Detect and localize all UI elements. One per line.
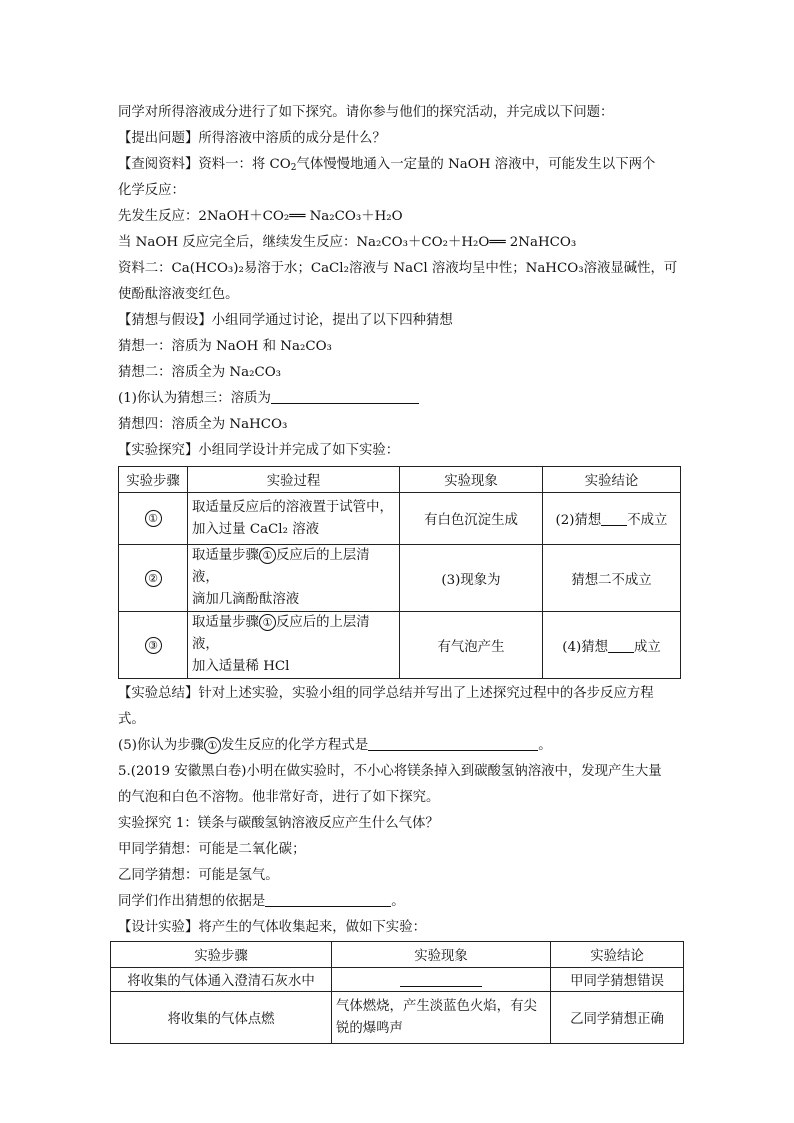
- table-row: 将收集的气体点燃 气体燃烧，产生淡蓝色火焰，有尖 锐的爆鸣声 乙同学猜想正确: [111, 992, 684, 1044]
- reference-line-1: 【查阅资料】资料一：将 $CO_2$气体慢慢地通入一定量的 NaOH 溶液中，可能发生以下两个: [118, 157, 656, 173]
- step-number: ①: [145, 510, 162, 527]
- intro-line: 同学对所得溶液成分进行了如下探究。请你参与他们的探究活动，并完成以下问题：: [118, 105, 614, 120]
- hypothesis-4: 猜想四：溶质全为 NaHCO₃: [118, 417, 288, 432]
- table2-header-conclusion: 实验结论: [551, 942, 684, 968]
- hypothesis-2: 猜想二：溶质全为 Na₂CO₃: [118, 365, 282, 380]
- guess-yi: 乙同学猜想：可能是氢气。: [118, 868, 279, 883]
- table1-header-conclusion: 实验结论: [543, 467, 681, 493]
- investigation-1: 实验探究 1：镁条与碳酸氢钠溶液反应产生什么气体？: [118, 816, 439, 831]
- hypothesis-heading: 【猜想与假设】小组同学通过讨论，提出了以下四种猜想: [118, 313, 453, 328]
- table-row: 将收集的气体通入澄清石灰水中 甲同学猜想错误: [111, 968, 684, 992]
- answer-blank-5[interactable]: [265, 891, 391, 907]
- answer-blank-2[interactable]: [601, 510, 627, 526]
- table2-header-step: 实验步骤: [111, 942, 332, 968]
- summary-line-2: 式。: [118, 712, 145, 727]
- table1-header-phenomenon: 实验现象: [400, 467, 543, 493]
- table-row: ② 取适量步骤 ① 反应后的上层清液， 滴加几滴酚酞溶液 (3)现象为 猜想二不成立: [119, 545, 681, 612]
- guess-basis: 同学们作出猜想的依据是 。: [118, 889, 678, 915]
- reference-line-2: 化学反应：: [118, 183, 185, 198]
- reference-2-line-1: 资料二：Ca(HCO₃)₂易溶于水；CaCl₂溶液与 NaCl 溶液均呈中性；NaHCO₃溶液显碱性，可: [118, 261, 678, 276]
- experiment-table-2: [110, 941, 684, 1044]
- experiment-heading: 【实验探究】小组同学设计并完成了如下实验：: [118, 443, 400, 458]
- reference-2-line-2: 使酚酞溶液变红色。: [118, 287, 239, 302]
- experiment-table-1: [118, 466, 681, 679]
- hypothesis-3: (1)你认为猜想三：溶质为: [118, 386, 678, 412]
- hypothesis-1: 猜想一：溶质为 NaOH 和 Na₂CO₃: [118, 339, 332, 354]
- answer-blank-1[interactable]: [271, 388, 419, 404]
- document-page: [118, 100, 678, 1044]
- problem-5-line-2: 的气泡和白色不溶物。他非常好奇，进行了如下探究。: [118, 790, 440, 805]
- question-heading: 【提出问题】所得溶液中溶质的成分是什么？: [118, 131, 386, 146]
- design-heading: 【设计实验】将产生的气体收集起来，做如下实验：: [118, 920, 426, 935]
- answer-blank-3[interactable]: [608, 637, 634, 653]
- table-row: ③ 取适量步骤 ① 反应后的上层清液， 加入适量稀 HCl 有气泡产生 (4)猜想 成立: [119, 612, 681, 679]
- table1-header-step: 实验步骤: [119, 467, 188, 493]
- step-number: ②: [145, 570, 162, 587]
- question-5: (5)你认为步骤 ① 发生反应的化学方程式是 。: [118, 733, 678, 759]
- answer-blank-4[interactable]: [368, 735, 538, 751]
- table2-header-phenomenon: 实验现象: [332, 942, 551, 968]
- reaction-1: 先发生反应：2NaOH＋CO₂══ Na₂CO₃＋H₂O: [118, 209, 403, 224]
- answer-blank-6[interactable]: [400, 971, 482, 987]
- problem-5-line-1: 5.(2019 安徽黑白卷)小明在做实验时，不小心将镁条掉入到碳酸氢钠溶液中，发现产生大量: [118, 764, 662, 779]
- reaction-2: 当 NaOH 反应完全后，继续发生反应：Na₂CO₃＋CO₂＋H₂O══ 2NaHCO₃: [118, 235, 577, 250]
- table-row: ① 取适量反应后的溶液置于试管中， 加入过量 CaCl₂ 溶液 有白色沉淀生成 (2)猜想 不成立: [119, 493, 681, 545]
- table1-header-process: 实验过程: [188, 467, 400, 493]
- guess-jia: 甲同学猜想：可能是二氧化碳；: [118, 842, 306, 857]
- summary-line-1: 【实验总结】针对上述实验，实验小组的同学总结并写出了上述探究过程中的各步反应方程: [118, 686, 654, 701]
- step-number: ③: [145, 637, 162, 654]
